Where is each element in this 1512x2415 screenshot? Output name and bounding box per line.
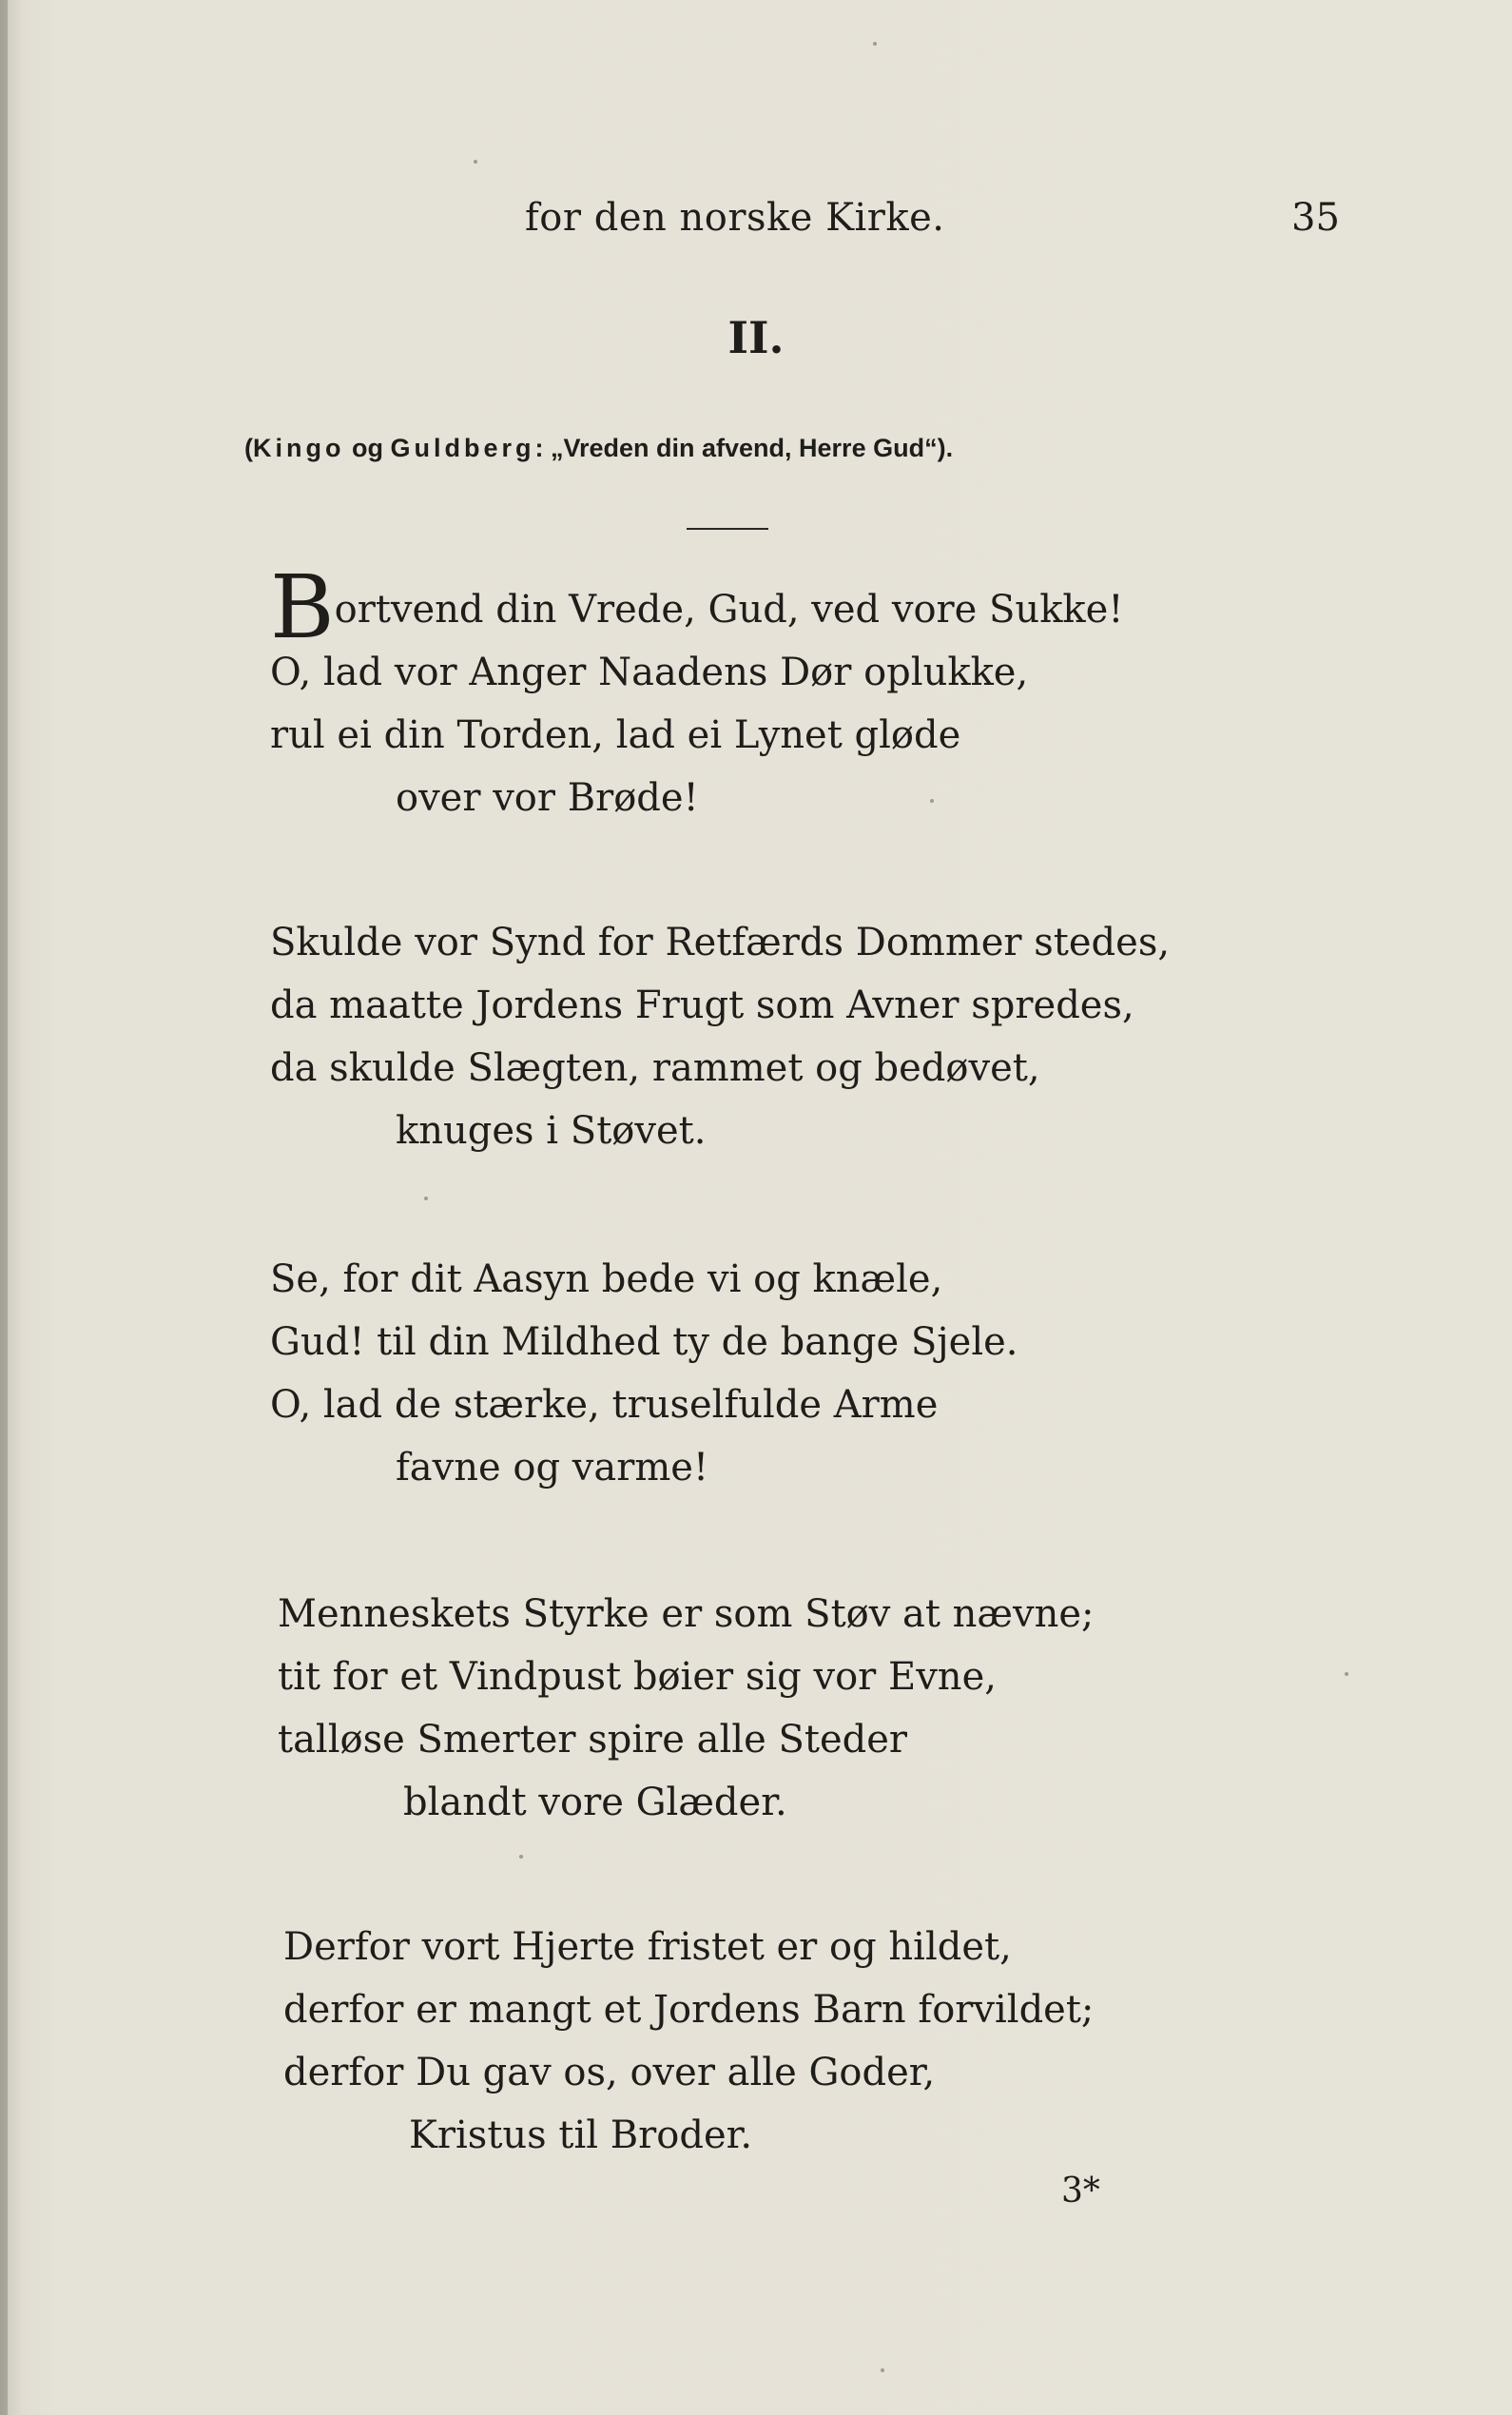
paper-speck [474, 160, 477, 164]
stanza-line: da maatte Jordens Frugt som Avner spredes, [270, 984, 1134, 1027]
stanza-line: talløse Smerter spire alle Steder [278, 1718, 908, 1762]
stanza-line: tit for et Vindpust bøier sig vor Evne, [278, 1655, 997, 1699]
paper-speck [930, 799, 934, 803]
attribution-author-guldberg: Guldberg [390, 434, 535, 462]
stanza-line: derfor er mangt et Jordens Barn forvildet; [283, 1988, 1095, 2032]
stanza-line: Skulde vor Synd for Retfærds Dommer stedes, [270, 921, 1171, 964]
signature-mark: 3* [1061, 2172, 1100, 2211]
paper-speck [424, 1197, 428, 1200]
stanza-refrain-line: knuges i Støvet. [396, 1109, 707, 1153]
drop-cap: B [270, 556, 335, 658]
paper-speck [1345, 1672, 1348, 1676]
stanza-line: Gud! til din Mildhed ty de bange Sjele. [270, 1320, 1018, 1364]
stanza-1 [270, 556, 1124, 829]
attribution-author-kingo: Kingo [253, 434, 345, 462]
attribution-open-paren: ( [244, 434, 253, 462]
page-number: 35 [1291, 196, 1340, 240]
stanza-refrain-line: blandt vore Glæder. [403, 1781, 787, 1824]
stanza-3 [270, 1248, 1018, 1499]
running-head: for den norske Kirke. [525, 196, 945, 240]
stanza-line [270, 556, 1124, 658]
stanza-line: Se, for dit Aasyn bede vi og knæle, [270, 1257, 943, 1301]
stanza-line: rul ei din Torden, lad ei Lynet gløde [270, 713, 961, 757]
stanza-5 [283, 1916, 1094, 2167]
paper-speck [873, 42, 877, 46]
stanza-line: derfor Du gav os, over alle Goder, [283, 2051, 936, 2094]
stanza-line: da skulde Slægten, rammet og bedøvet, [270, 1046, 1040, 1090]
stanza-4 [278, 1583, 1095, 1834]
stanza-refrain-line: over vor Brøde! [396, 776, 699, 820]
paper-speck [519, 1855, 523, 1859]
hymn-attribution [244, 434, 953, 463]
attribution-melody: : „Vreden din afvend, Herre Gud“). [534, 434, 954, 462]
stanza-line: O, lad vor Anger Naadens Dør oplukke, [270, 651, 1029, 694]
stanza-line: Derfor vort Hjerte fristet er og hildet, [283, 1925, 1012, 1969]
stanza-refrain-line: favne og varme! [396, 1446, 709, 1490]
stanza-2 [270, 911, 1170, 1162]
stanza-line: O, lad de stærke, truselfulde Arme [270, 1383, 939, 1427]
stanza-line-text: ortvend din Vrede, Gud, ved vore Sukke! [334, 588, 1124, 632]
stanza-refrain-line: Kristus til Broder. [409, 2113, 753, 2157]
title-rule-divider [687, 528, 768, 530]
paper-speck [881, 2368, 884, 2372]
hymn-number: II. [727, 312, 785, 363]
stanza-line: Menneskets Styrke er som Støv at nævne; [278, 1592, 1095, 1636]
attribution-conjunction: og [344, 434, 391, 462]
